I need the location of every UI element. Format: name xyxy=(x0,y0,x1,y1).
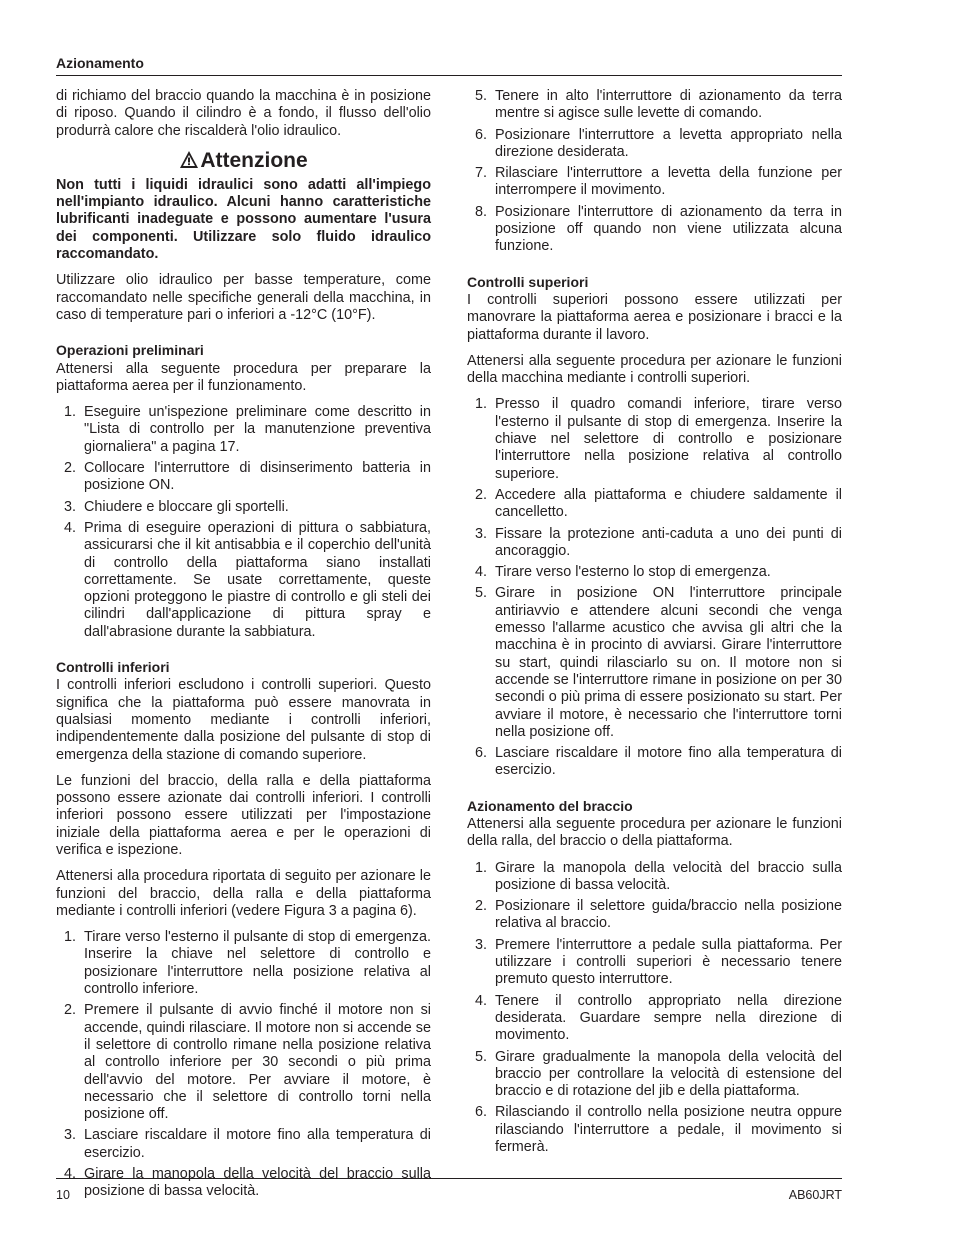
list-item: 2. Collocare l'interruttore di disinserimento batteria in posizione ON. xyxy=(64,460,431,494)
list-item: 6. Rilasciando il controllo nella posizione neutra oppure rilasciando l'interruttore a pedale, il movimento si fermerà. xyxy=(475,1104,842,1156)
upper-controls-p1: I controlli superiori possono essere utilizzati per manovrare la piattaforma aerea e posizionare i bracci e la piattaforma durante il lavoro. xyxy=(467,291,842,343)
lower-controls-p1: I controlli inferiori escludono i controlli superiori. Questo significa che la piattaforma può essere manovrata in qualsiasi momento mediante i controlli inferiori, indipendentemente dalla posizione del pulsante di stop di emergenza della stazione di comando superiore. xyxy=(56,677,431,763)
warning-triangle-icon xyxy=(179,150,199,169)
list-item: 1. Tirare verso l'esterno il pulsante di stop di emergenza. Inserire la chiave nel selettore di controllo e posizionare l'interruttore nella posizione relativa al controllo inferiore. xyxy=(64,929,431,998)
list-item: 2. Premere il pulsante di avvio finché il motore non si accende, quindi rilasciare. Il motore non si accende se il selettore di controllo rimane nella posizione relativa al controllo inferiore per 30 secondi o più prima dell'avvio del motore. Per avviare il motore, è necessario che il selettore di controllo torni nella posizione off. xyxy=(64,1002,431,1123)
warning-heading xyxy=(56,149,431,173)
prelim-intro: Attenersi alla seguente procedura per preparare la piattaforma aerea per il funzionamento. xyxy=(56,360,431,394)
list-item: 1. Eseguire un'ispezione preliminare come descritto in "Lista di controllo per la manutenzione preventiva giornaliera" a pagina 17. xyxy=(64,404,431,455)
list-item: 3. Lasciare riscaldare il motore fino alla temperatura di esercizio. xyxy=(64,1127,431,1161)
lower-controls-heading: Controlli inferiori xyxy=(56,659,170,676)
page-header xyxy=(56,53,842,76)
lower-controls-p3: Attenersi alla procedura riportata di seguito per azionare le funzioni del braccio, della ralla e della piattaforma mediante i controlli inferiori (vedere Figura 3 a pagina 6). xyxy=(56,868,431,919)
list-item: 2. Posizionare il selettore guida/braccio nella posizione relativa al braccio. xyxy=(475,898,842,932)
upper-controls-heading: Controlli superiori xyxy=(467,273,589,290)
warning-title: Attenzione xyxy=(200,148,308,172)
section-title: Azionamento xyxy=(56,55,144,71)
oil-paragraph: Utilizzare olio idraulico per basse temperature, come raccomandato nelle specifiche generali della macchina, in caso di temperature pari o inferiori a -12°C (10°F). xyxy=(56,272,431,323)
list-item: 3. Fissare la protezione anti-caduta a uno dei punti di ancoraggio. xyxy=(475,525,842,559)
list-item: 4. Tirare verso l'esterno lo stop di emergenza. xyxy=(475,564,771,581)
list-item: 4. Tenere il controllo appropriato nella direzione desiderata. Guardare sempre nella direzione di movimento. xyxy=(475,992,842,1044)
list-item: 1. Girare la manopola della velocità del braccio sulla posizione di bassa velocità. xyxy=(475,859,842,893)
right-column xyxy=(467,88,842,1160)
boom-operation-intro: Attenersi alla seguente procedura per azionare le funzioni della ralla, del braccio o della piattaforma. xyxy=(467,815,842,850)
list-item: 6. Lasciare riscaldare il motore fino alla temperatura di esercizio. xyxy=(475,745,842,779)
list-item: 5. Girare in posizione ON l'interruttore principale antiriavvio e attendere alcuni secondi che venga emesso l'allarme acustico che avvisa gli altri che la macchina è in procinto di avviarsi. Girare l'interruttore su start, quindi rilasciarlo su on. Il motore non si accende se l'interruttore rimane in posizione on per 30 secondi o più prima di essere posizionato su start. Per avviare il motore, è necessario che l'interruttore torni nella posizione off. xyxy=(475,585,842,740)
upper-controls-p2: Attenersi alla seguente procedura per azionare le funzioni della macchina mediante i controlli superiori. xyxy=(467,352,842,387)
prelim-steps xyxy=(56,404,431,641)
warning-text: Non tutti i liquidi idraulici sono adatti all'impiego nell'impianto idraulico. Alcuni hanno caratteristiche lubrificanti inadeguate e possono aumentare l'usura dei componenti. Utilizzare solo fluido idraulico raccomandato. xyxy=(56,176,431,263)
left-column xyxy=(56,88,431,1205)
list-item: 4. Girare la manopola della velocità del braccio sulla posizione di bassa velocità. xyxy=(64,1166,431,1200)
list-item: 7. Rilasciare l'interruttore a levetta della funzione per interrompere il movimento. xyxy=(475,165,842,199)
list-item: 4. Prima di eseguire operazioni di pittura o sabbiatura, assicurarsi che il kit antisabbia e il coperchio dell'unità di controllo della piattaforma siano installati correttamente. Se usate correttamente, queste opzioni proteggono le piastre di controllo e gli steli dei cilindri dall'applicazione di pittura spray e dall'abrasione durante la sabbiatura. xyxy=(64,519,431,640)
boom-operation-steps xyxy=(467,860,842,1157)
list-item: 2. Accedere alla piattaforma e chiudere saldamente il cancelletto. xyxy=(475,486,842,521)
list-item: 3. Premere l'interruttore a pedale sulla piattaforma. Per utilizzare i controlli superiori è necessario tenere premuto questo interruttore. xyxy=(475,936,842,988)
intro-paragraph: di richiamo del braccio quando la macchina è in posizione di riposo. Quando il cilindro è a fondo, il flusso dell'olio produrrà calore che riscalderà l'olio idraulico. xyxy=(56,88,431,139)
list-item: 5. Girare gradualmente la manopola della velocità del braccio per controllare la velocità di estensione del braccio e di rotazione del jib e della piattaforma. xyxy=(475,1048,842,1100)
lower-controls-p2: Le funzioni del braccio, della ralla e della piattaforma possono essere azionate dai controlli inferiori. I controlli inferiori possono essere utilizzati per l'impostazione iniziale della piattaforma aerea e per le operazioni di verifica e ispezione. xyxy=(56,772,431,858)
boom-operation-heading: Azionamento del braccio xyxy=(467,797,633,814)
list-item: 1. Presso il quadro comandi inferiore, tirare verso l'esterno il pulsante di stop di emergenza. Inserire la chiave nel selettore di controllo e posizionare l'interruttore nella posizione relativa al controllo superiore. xyxy=(475,396,842,482)
model-number: AB60JRT xyxy=(788,1188,842,1202)
prelim-heading: Operazioni preliminari xyxy=(56,342,204,359)
page-number: 10 xyxy=(56,1188,70,1202)
list-item: 5. Tenere in alto l'interruttore di azionamento da terra mentre si agisce sulle levette di comando. xyxy=(475,88,842,122)
list-item: 3. Chiudere e bloccare gli sportelli. xyxy=(64,498,289,515)
list-item: 6. Posizionare l'interruttore a levetta appropriato nella direzione desiderata. xyxy=(475,126,842,160)
list-item: 8. Posizionare l'interruttore di azionamento da terra in posizione off quando non viene utilizzata alcuna funzione. xyxy=(475,203,842,255)
lower-controls-steps xyxy=(56,929,431,1200)
lower-controls-steps-continued xyxy=(467,88,842,256)
upper-controls-steps xyxy=(467,396,842,779)
